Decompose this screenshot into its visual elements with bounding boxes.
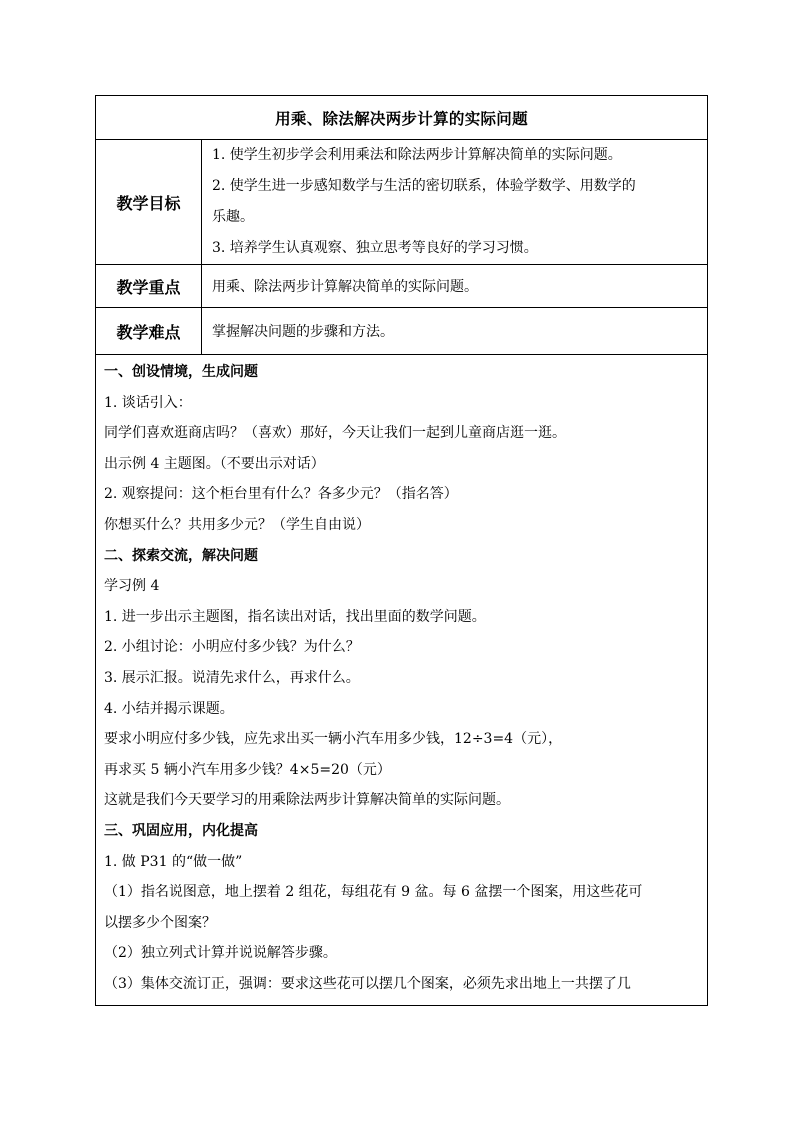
objective-line: 1. 使学生初步学会利用乘法和除法两步计算解决简单的实际问题。: [212, 147, 622, 163]
process-line: 1. 做 P31 的“做一做”: [104, 853, 243, 870]
process-line: 你想买什么？共用多少元？（学生自由说）: [104, 516, 370, 533]
key-points-label: 教学重点: [96, 265, 202, 308]
process-line: 1. 进一步出示主题图，指名读出对话，找出里面的数学问题。: [104, 608, 486, 625]
process-line: 2. 观察提问：这个柜台里有什么？各多少元？（指名答）: [104, 486, 458, 503]
difficulties-content: 掌握解决问题的步骤和方法。: [202, 308, 708, 355]
process-line: （3）集体交流订正，强调：要求这些花可以摆几个图案，必须先求出地上一共摆了几: [104, 975, 631, 992]
process-line: 学习例 4: [104, 578, 160, 595]
process-line: 同学们喜欢逛商店吗？（喜欢）那好，今天让我们一起到儿童商店逛一逛。: [104, 425, 566, 442]
process-line: 要求小明应付多少钱，应先求出买一辆小汽车用多少钱，12÷3=4（元），: [104, 731, 563, 748]
section-heading: 三、巩固应用，内化提高: [104, 822, 258, 839]
objective-line: 2. 使学生进一步感知数学与生活的密切联系，体验学数学、用数学的: [212, 178, 636, 194]
process-line: 3. 展示汇报。说清先求什么，再求什么。: [104, 669, 360, 686]
objectives-label: 教学目标: [96, 140, 202, 265]
title-row: [96, 96, 708, 140]
section-heading: 二、探索交流，解决问题: [104, 547, 258, 564]
key-points-content: 用乘、除法两步计算解决简单的实际问题。: [202, 265, 708, 308]
process-line: （1）指名说图意，地上摆着 2 组花，每组花有 9 盆。每 6 盆摆一个图案，用这些花可: [104, 884, 643, 901]
process-row: [96, 355, 708, 1006]
process-line: 2. 小组讨论：小明应付多少钱？为什么？: [104, 639, 360, 656]
teaching-process: [96, 355, 708, 1006]
process-line: 再求买 5 辆小汽车用多少钱？4×5=20（元）: [104, 761, 391, 778]
process-line: 1. 谈话引入：: [104, 394, 192, 411]
lesson-title: 用乘、除法解决两步计算的实际问题: [96, 96, 708, 140]
process-line: （2）独立列式计算并说说解答步骤。: [104, 945, 337, 962]
difficulties-row: [96, 308, 708, 355]
lesson-plan-table: [95, 95, 708, 1006]
objectives-row: [96, 140, 708, 265]
objective-line: 乐趣。: [212, 209, 254, 225]
objectives-content: [202, 140, 708, 265]
process-line: 4. 小结并揭示课题。: [104, 700, 234, 717]
section-heading: 一、创设情境，生成问题: [104, 364, 258, 380]
difficulties-label: 教学难点: [96, 308, 202, 355]
process-line: 这就是我们今天要学习的用乘除法两步计算解决简单的实际问题。: [104, 792, 510, 809]
key-points-row: [96, 265, 708, 308]
process-lines: [104, 357, 701, 999]
objective-line: 3. 培养学生认真观察、独立思考等良好的学习习惯。: [212, 240, 538, 256]
process-line: 出示例 4 主题图。（不要出示对话）: [104, 455, 325, 472]
process-line: 以摆多少个图案？: [104, 914, 216, 931]
